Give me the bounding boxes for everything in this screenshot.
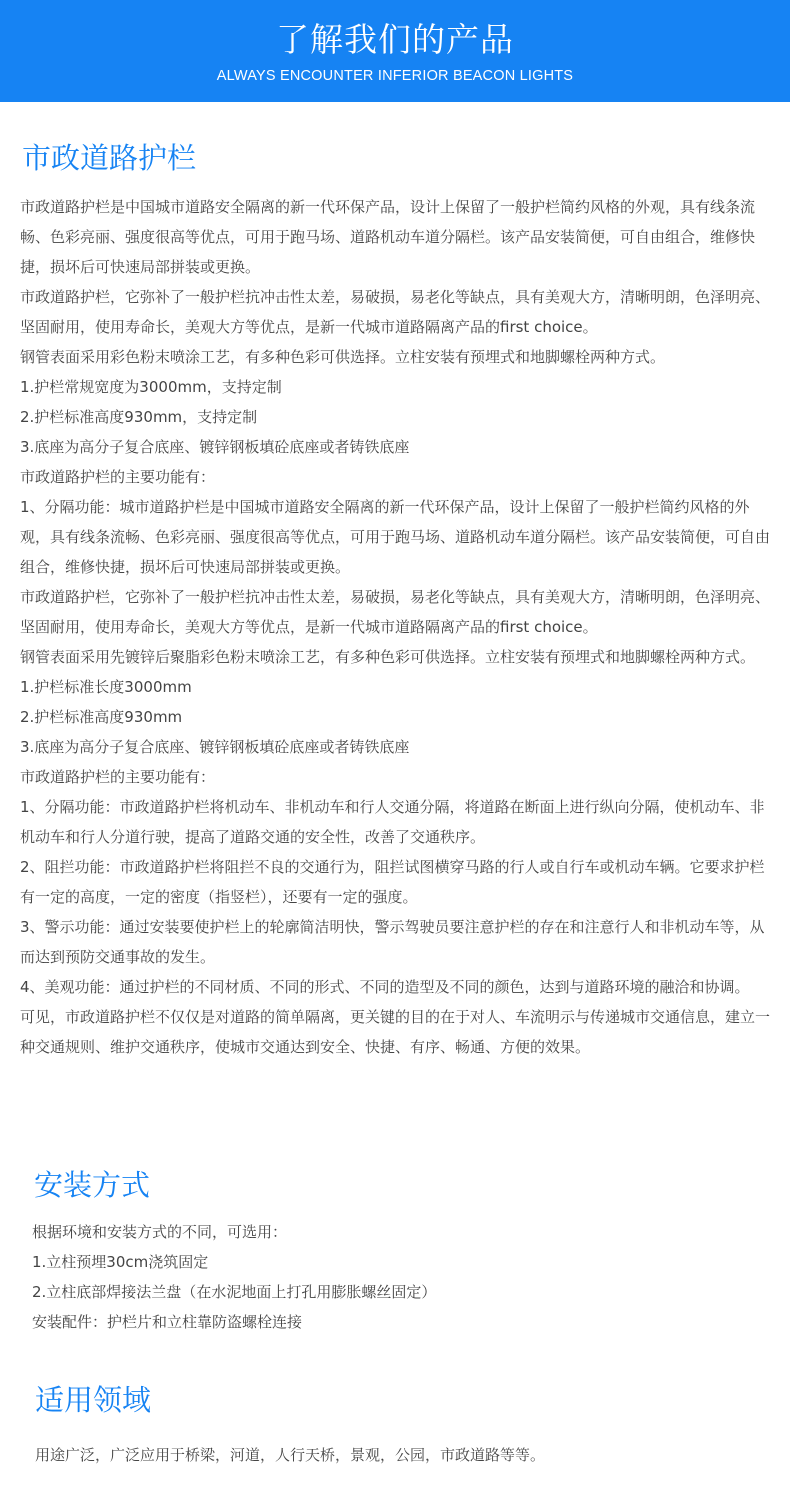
section-title: 市政道路护栏	[22, 141, 197, 175]
paragraph: 1.护栏常规宽度为3000mm，支持定制	[20, 378, 282, 396]
section-title: 安装方式	[34, 1168, 151, 1202]
paragraph: 市政道路护栏是中国城市道路安全隔离的新一代环保产品，设计上保留了一般护栏简约风格的外观，具有线条流畅、色彩亮丽、强度很高等优点，可用于跑马场、道路机动车道分隔栏。该产品安装简便，可自由组合，维修快捷，损坏后可快速局部拼装或更换。	[20, 198, 756, 276]
page-banner	[0, 0, 790, 102]
section-road-guardrail	[20, 138, 772, 1062]
paragraph: 3.底座为高分子复合底座、镀锌钢板填砼底座或者铸铁底座	[20, 438, 410, 456]
paragraph: 市政道路护栏的主要功能有：	[20, 468, 216, 486]
paragraph: 可见，市政道路护栏不仅仅是对道路的简单隔离，更关键的目的在于对人、车流明示与传递城市交通信息，建立一种交通规则、维护交通秩序，使城市交通达到安全、快捷、有序、畅通、方便的效果。	[20, 1008, 771, 1056]
paragraph-list	[35, 1440, 775, 1470]
paragraph-list	[32, 1217, 772, 1337]
banner-title: 了解我们的产品	[276, 20, 514, 59]
paragraph: 安装配件：护栏片和立柱靠防盗螺栓连接	[32, 1313, 303, 1331]
paragraph: 钢管表面采用彩色粉末喷涂工艺，有多种色彩可供选择。立柱安装有预埋式和地脚螺栓两种方式。	[20, 348, 666, 366]
section-title: 适用领域	[35, 1383, 152, 1417]
paragraph: 4、美观功能：通过护栏的不同材质、不同的形式、不同的造型及不同的颜色，达到与道路环境的融洽和协调。	[20, 978, 750, 996]
banner-subtitle: ALWAYS ENCOUNTER INFERIOR BEACON LIGHTS	[216, 68, 574, 84]
paragraph: 2.护栏标准高度930mm	[20, 708, 183, 726]
paragraph: 市政道路护栏的主要功能有：	[20, 768, 216, 786]
paragraph: 用途广泛，广泛应用于桥梁，河道，人行天桥，景观，公园，市政道路等等。	[35, 1446, 546, 1464]
paragraph: 1、分隔功能：城市道路护栏是中国城市道路安全隔离的新一代环保产品，设计上保留了一般护栏简约风格的外观，具有线条流畅、色彩亮丽、强度很高等优点，可用于跑马场、道路机动车道分隔栏。该产品安装简便，可自由组合，维修快捷，损坏后可快速局部拼装或更换。	[20, 498, 771, 576]
paragraph: 市政道路护栏，它弥补了一般护栏抗冲击性太差，易破损，易老化等缺点，具有美观大方，清晰明朗，色泽明亮、坚固耐用，使用寿命长，美观大方等优点，是新一代城市道路隔离产品的first choice。	[20, 588, 771, 636]
paragraph: 根据环境和安装方式的不同，可选用：	[32, 1223, 288, 1241]
paragraph: 2.护栏标准高度930mm，支持定制	[20, 408, 258, 426]
paragraph: 1.护栏标准长度3000mm	[20, 678, 192, 696]
section-applications	[35, 1380, 775, 1470]
paragraph: 2、阻拦功能：市政道路护栏将阻拦不良的交通行为，阻拦试图横穿马路的行人或自行车或机动车辆。它要求护栏有一定的高度，一定的密度（指竖栏），还要有一定的强度。	[20, 858, 765, 906]
paragraph: 3、警示功能：通过安装要使护栏上的轮廓简洁明快，警示驾驶员要注意护栏的存在和注意行人和非机动车等，从而达到预防交通事故的发生。	[20, 918, 765, 966]
paragraph: 2.立柱底部焊接法兰盘（在水泥地面上打孔用膨胀螺丝固定）	[32, 1283, 437, 1301]
paragraph-list	[20, 192, 772, 1062]
paragraph: 1、分隔功能：市政道路护栏将机动车、非机动车和行人交通分隔，将道路在断面上进行纵向分隔，使机动车、非机动车和行人分道行驶，提高了道路交通的安全性，改善了交通秩序。	[20, 798, 765, 846]
paragraph: 市政道路护栏，它弥补了一般护栏抗冲击性太差，易破损，易老化等缺点，具有美观大方，清晰明朗，色泽明亮、坚固耐用，使用寿命长，美观大方等优点，是新一代城市道路隔离产品的first choice。	[20, 288, 771, 336]
paragraph: 3.底座为高分子复合底座、镀锌钢板填砼底座或者铸铁底座	[20, 738, 410, 756]
paragraph: 1.立柱预埋30cm浇筑固定	[32, 1253, 209, 1271]
section-installation	[32, 1165, 772, 1337]
paragraph: 钢管表面采用先镀锌后聚脂彩色粉末喷涂工艺，有多种色彩可供选择。立柱安装有预埋式和地脚螺栓两种方式。	[20, 648, 756, 666]
